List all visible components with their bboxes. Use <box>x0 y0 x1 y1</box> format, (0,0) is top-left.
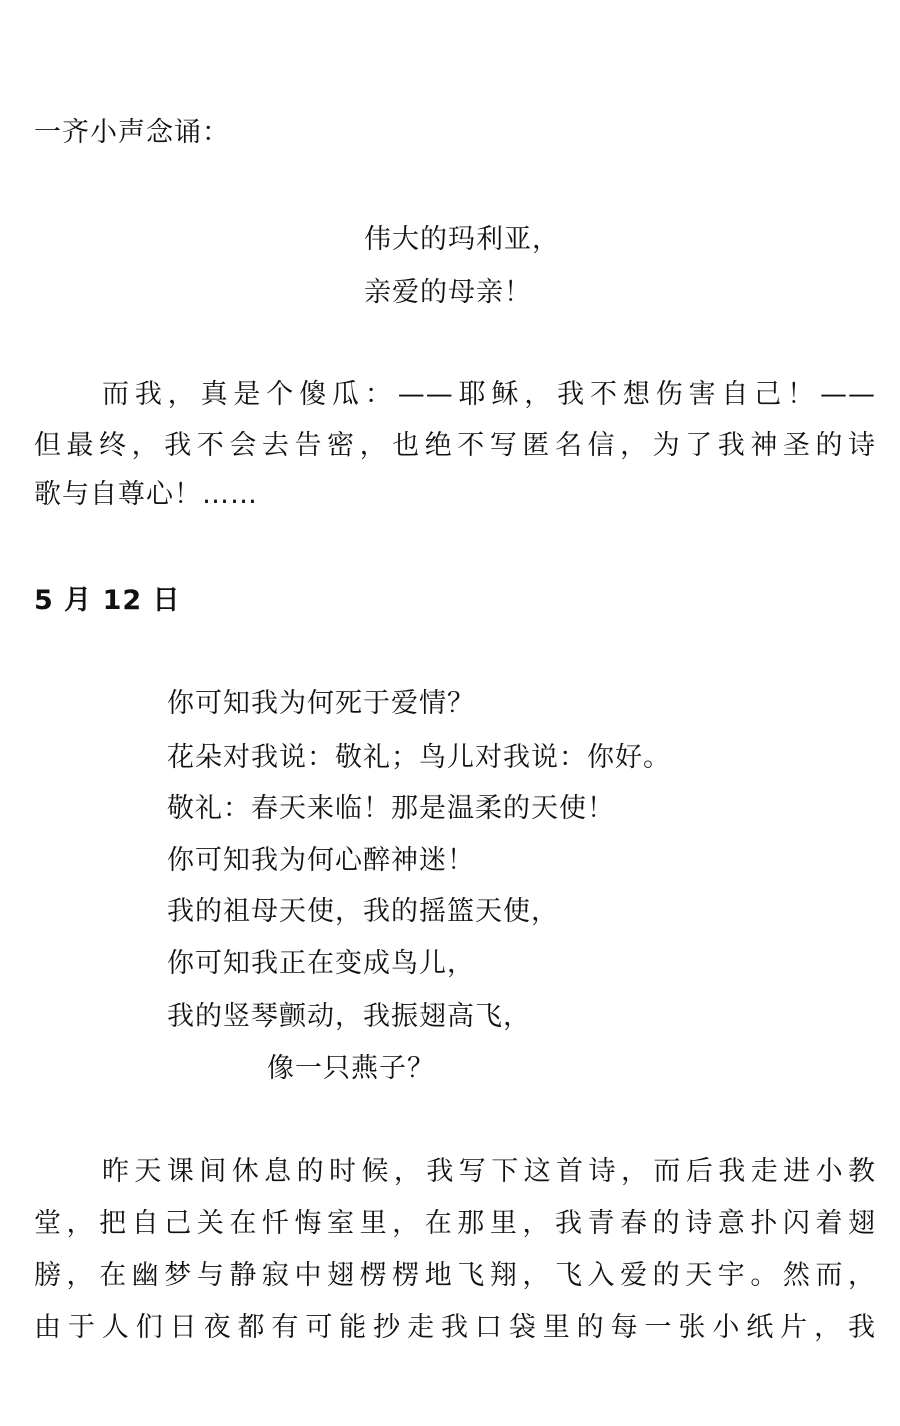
prayer-line: 伟大的玛利亚， <box>364 224 560 255</box>
paragraph-line: 歌与自尊心！…… <box>34 479 258 510</box>
paragraph-line: 堂，把自己关在忏悔室里，在那里，我青春的诗意扑闪着翅 <box>34 1208 876 1239</box>
poem-line: 你可知我正在变成鸟儿， <box>167 948 475 979</box>
paragraph-line: 昨天课间休息的时候，我写下这首诗，而后我走进小教 <box>102 1156 876 1187</box>
poem-line: 你可知我为何死于爱情？ <box>167 688 475 719</box>
poem-line: 你可知我为何心醉神迷！ <box>167 845 475 876</box>
intro-line: 一齐小声念诵： <box>34 117 230 148</box>
poem-line: 我的祖母天使，我的摇篮天使， <box>167 896 559 927</box>
paragraph-line: 而我，真是个傻瓜：——耶稣，我不想伤害自己！—— <box>102 379 876 410</box>
entry-date: 5 月 12 日 <box>34 585 181 616</box>
poem-line: 我的竖琴颤动，我振翅高飞， <box>167 1001 531 1032</box>
poem-line: 敬礼：春天来临！那是温柔的天使！ <box>167 793 615 824</box>
poem-line: 像一只燕子？ <box>267 1053 435 1084</box>
poem-line: 花朵对我说：敬礼；鸟儿对我说：你好。 <box>167 742 671 773</box>
paragraph-line: 但最终，我不会去告密，也绝不写匿名信，为了我神圣的诗 <box>34 430 876 461</box>
prayer-line: 亲爱的母亲！ <box>364 277 532 308</box>
paragraph-line: 由于人们日夜都有可能抄走我口袋里的每一张小纸片，我 <box>34 1312 876 1343</box>
paragraph-line: 膀，在幽梦与静寂中翅楞楞地飞翔，飞入爱的天宇。然而， <box>34 1260 876 1291</box>
